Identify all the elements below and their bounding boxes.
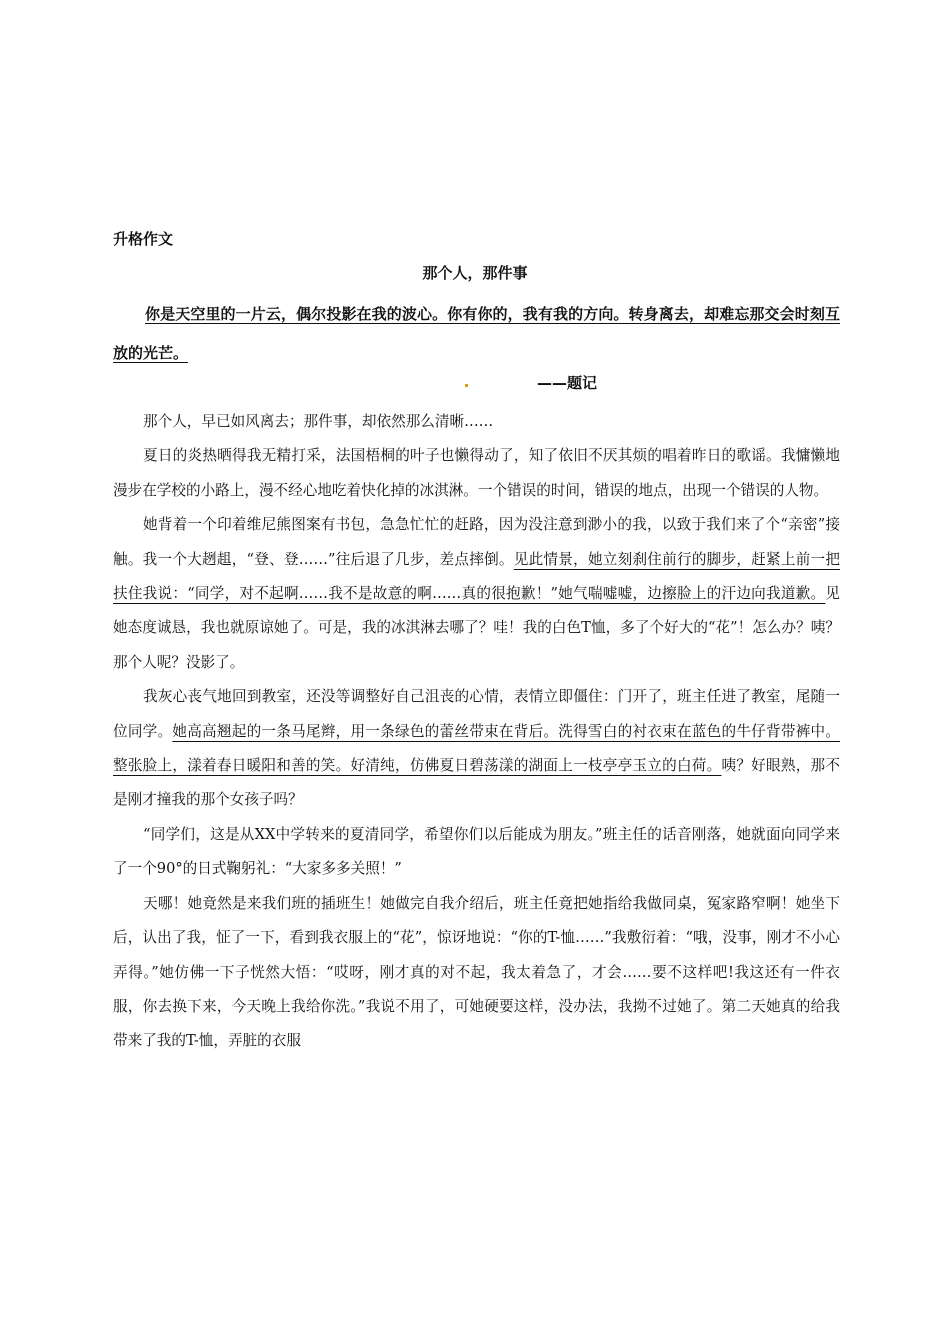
paragraph-4-underlined: 她高高翘起的一条马尾辫，用一条绿色的蕾丝带束在背后。洗得雪白的衬衣束在蓝色的牛仔背带裤中。整张脸上，漾着春日暖阳和善的笑。好清纯，仿佛夏日碧荡漾的湖面上一枝亭亭玉立的白荷。 xyxy=(113,722,840,775)
paragraph-4-tail: 咦？好眼熟，那不是刚才撞我的那个女孩子吗？ xyxy=(113,757,840,809)
epigraph-text: 你是天空里的一片云，偶尔投影在我的波心。你有你的，我有我的方向。转身离去，却难忘那交会时刻互放的光芒。 xyxy=(113,305,840,362)
essay-body xyxy=(113,405,840,1059)
epigraph xyxy=(113,295,840,373)
paragraph-6: 天哪！她竟然是来我们班的插班生！她做完自我介绍后，班主任竟把她指给我做同桌，冤家路窄啊！她坐下后，认出了我，怔了一下，看到我衣服上的“花”，惊讶地说：“你的T-恤……”我敷衍着：“哦，没事，刚才不小心弄得。”她仿佛一下子恍然大悟：“哎呀，刚才真的对不起，我太着急了，才会……要不这样吧!我这还有一件衣服，你去换下来，今天晚上我给你洗。”我说不用了，可她硬要这样，没办法，我拗不过她了。第二天她真的给我带来了我的T-恤，弄脏的衣服 xyxy=(113,894,840,1050)
paragraph-3-tail: 见她态度诚恳，我也就原谅她了。可是，我的冰淇淋去哪了？哇！我的白色T恤，多了个好大的“花”！怎么办？咦？那个人呢？没影了。 xyxy=(113,585,840,671)
epigraph-signature: ——题记 xyxy=(537,374,598,392)
paragraph-3-lead: 她背着一个印着维尼熊图案有书包，急急忙忙的赶路，因为没注意到渺小的我，以致于我们来了个“亲密”接触。我一个大趔趄，“登、登……”往后退了几步，差点摔倒。 xyxy=(113,516,840,568)
paragraph-2: 夏日的炎热晒得我无精打采，法国梧桐的叶子也懒得动了，知了依旧不厌其烦的唱着昨日的歌谣。我慵懒地漫步在学校的小路上，漫不经心地吃着快化掉的冰淇淋。一个错误的时间，错误的地点，出现一个错误的人物。 xyxy=(113,447,840,499)
paragraph-4-lead: 我灰心丧气地回到教室，还没等调整好自己沮丧的心情，表情立即僵住：门开了，班主任进了教室，尾随一位同学。 xyxy=(113,688,840,740)
essay-title: 那个人，那件事 xyxy=(422,264,528,282)
paragraph-3 xyxy=(113,508,840,680)
paragraph-1: 那个人，早已如风离去；那件事，却依然那么清晰…… xyxy=(143,413,494,430)
section-label: 升格作文 xyxy=(113,230,174,248)
revision-mark xyxy=(465,384,468,387)
paragraph-5: “同学们，这是从XX中学转来的夏清同学，希望你们以后能成为朋友。”班主任的话音刚落，她就面向同学来了一个90°的日式鞠躬礼：“大家多多关照！” xyxy=(113,825,840,878)
paragraph-4 xyxy=(113,680,840,818)
paragraph-3-underlined: 见此情景，她立刻刹住前行的脚步，赶紧上前一把扶住我说：“同学，对不起啊……我不是故意的啊……真的很抱歉！”她气喘嘘嘘，边擦脸上的汗边向我道歉。 xyxy=(113,550,840,603)
